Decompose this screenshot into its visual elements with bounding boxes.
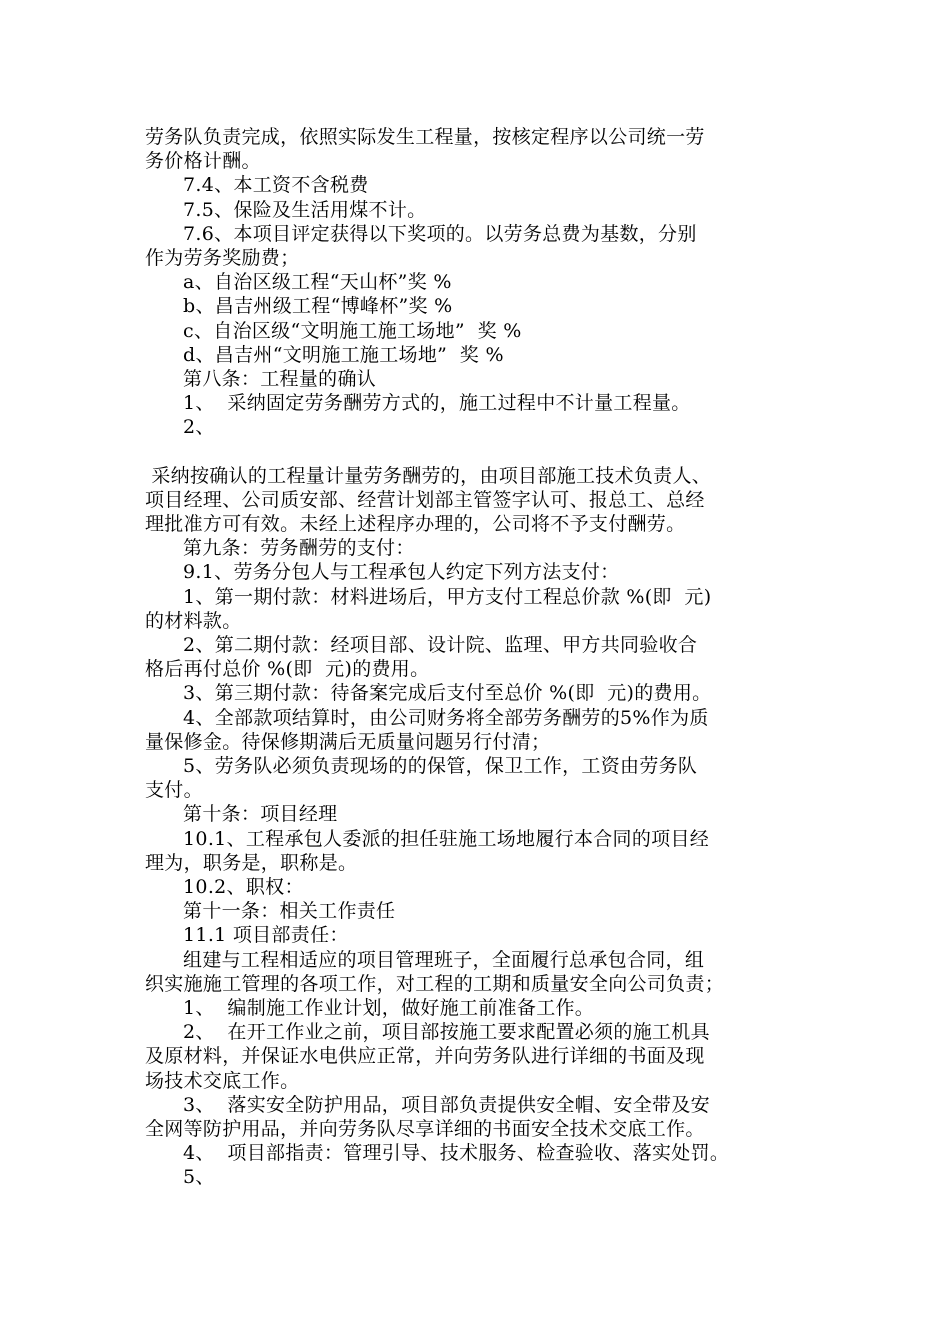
text-line: 10.2、职权：: [145, 876, 304, 898]
text-line: 2、第二期付款：经项目部、设计院、监理、甲方共同验收合: [145, 634, 698, 656]
text-line: 1、 采纳固定劳务酬劳方式的，施工过程中不计量工程量。: [145, 392, 691, 415]
text-line: 理批准方可有效。未经上述程序办理的，公司将不予支付酬劳。: [145, 513, 686, 535]
text-line: 5、劳务队必须负责现场的的保管，保卫工作，工资由劳务队: [145, 755, 698, 777]
text-line: 劳务队负责完成，依照实际发生工程量，按核定程序以公司统一劳: [145, 126, 705, 148]
text-line: 10.1、工程承包人委派的担任驻施工场地履行本合同的项目经: [145, 827, 710, 850]
text-line: 第八条：工程量的确认: [145, 368, 377, 390]
text-line: 格后再付总价 %(即 元)的费用。: [145, 658, 430, 681]
text-line: 4、 项目部指责：管理引导、技术服务、检查验收、落实处罚。: [145, 1142, 730, 1165]
text-line: 5、: [145, 1166, 215, 1189]
text-line: c、自治区级“文明施工施工场地” 奖 %: [145, 319, 522, 342]
text-line: 场技术交底工作。: [145, 1069, 300, 1092]
text-line: d、昌吉州“文明施工施工场地” 奖 %: [145, 343, 504, 366]
text-line: 项目经理、公司质安部、经营计划部主管签字认可、报总工、总经: [145, 488, 705, 511]
text-line: 采纳按确认的工程量计量劳务酬劳的，由项目部施工技术负责人、: [145, 464, 712, 487]
text-line: 第九条：劳务酬劳的支付：: [145, 537, 415, 560]
text-line: 4、全部款项结算时，由公司财务将全部劳务酬劳的5%作为质: [145, 706, 709, 729]
text-line: 1、第一期付款：材料进场后，甲方支付工程总价款 %(即 元): [145, 585, 712, 608]
text-line: 7.6、本项目评定获得以下奖项的。以劳务总费为基数，分别: [145, 222, 697, 245]
text-line: 3、第三期付款：待备案完成后支付至总价 %(即 元)的费用。: [145, 682, 712, 705]
text-line: 7.5、保险及生活用煤不计。: [145, 198, 427, 221]
text-line: 及原材料，并保证水电供应正常，并向劳务队进行详细的书面及现: [145, 1045, 705, 1068]
text-line: 组建与工程相适应的项目管理班子，全面履行总承包合同，组: [145, 948, 705, 971]
text-line: b、昌吉州级工程“博峰杯”奖 %: [145, 295, 453, 318]
text-line: 3、 落实安全防护用品，项目部负责提供安全帽、安全带及安: [145, 1093, 710, 1116]
text-line: 第十条：项目经理: [145, 803, 338, 826]
text-line: 作为劳务奖励费；: [145, 247, 300, 269]
text-line: 理为，职务是，职称是。: [145, 851, 358, 874]
text-line: 全网等防护用品，并向劳务队尽享详细的书面安全技术交底工作。: [145, 1118, 705, 1140]
text-line: a、自治区级工程“天山杯”奖 %: [145, 271, 452, 294]
text-line: 的材料款。: [145, 609, 242, 632]
text-line: 9.1、劳务分包人与工程承包人约定下列方法支付：: [145, 561, 620, 584]
text-line: 2、: [145, 416, 215, 439]
text-line: 第十一条：相关工作责任: [145, 900, 396, 923]
text-line: 1、 编制施工作业计划，做好施工前准备工作。: [145, 997, 595, 1019]
text-line: 11.1 项目部责任：: [145, 924, 349, 947]
text-line: 2、 在开工作业之前，项目部按施工要求配置必须的施工机具: [145, 1021, 710, 1044]
text-line: 支付。: [145, 779, 203, 802]
text-line: 量保修金。待保修期满后无质量问题另行付清；: [145, 730, 551, 753]
text-line: 织实施施工管理的各项工作，对工程的工期和质量安全向公司负责；: [145, 972, 725, 995]
text-line: 务价格计酬。: [145, 150, 261, 173]
text-line: 7.4、本工资不含税费: [145, 174, 369, 197]
